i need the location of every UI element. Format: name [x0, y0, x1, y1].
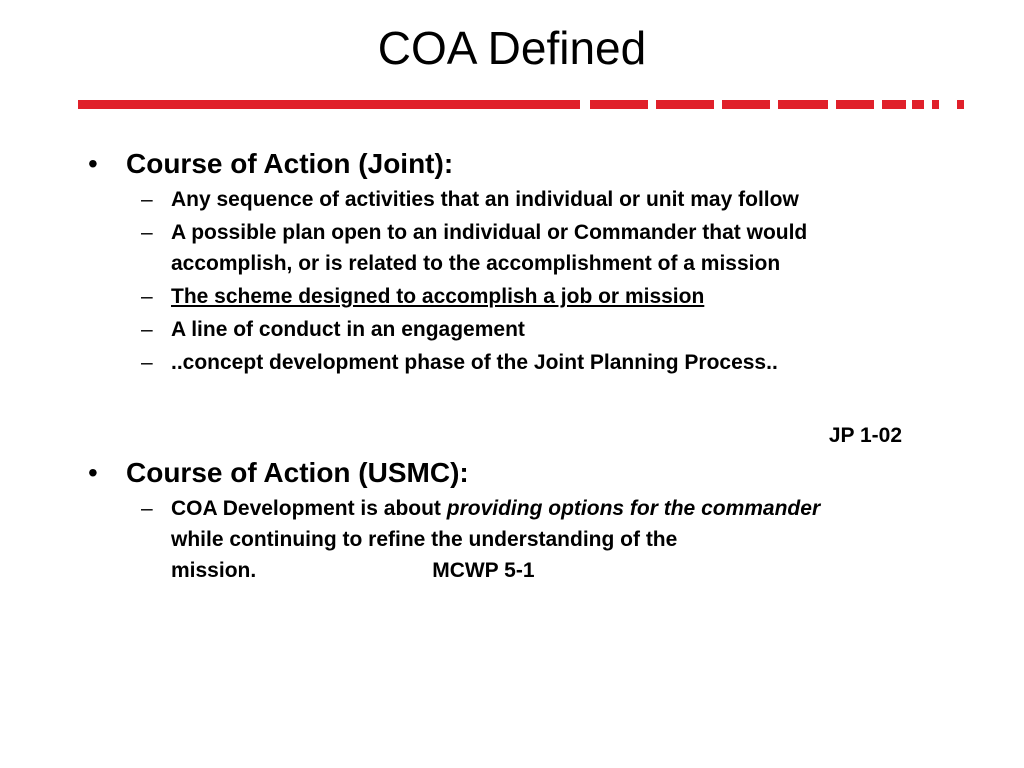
dash-mark: –	[141, 285, 153, 308]
definition-text-part: COA Development is about	[171, 497, 447, 520]
divider-segment	[590, 100, 648, 109]
dash-mark: –	[141, 351, 153, 374]
slide-body	[88, 144, 968, 586]
definition-text: The scheme designed to accomplish a job or mission	[171, 285, 705, 308]
reference-citation: MCWP 5-1	[432, 559, 535, 582]
section-heading-joint	[88, 146, 968, 182]
dash-mark: –	[141, 188, 153, 211]
definition-item	[88, 493, 831, 586]
definition-item	[88, 217, 831, 279]
definition-text: A line of conduct in an engagement	[171, 318, 525, 341]
divider-segment	[912, 100, 924, 109]
definition-item-underlined	[88, 281, 941, 312]
definition-item	[88, 184, 941, 215]
dash-mark: –	[141, 221, 153, 244]
definition-item	[88, 347, 941, 378]
divider-segment	[836, 100, 874, 109]
title-divider	[0, 0, 1024, 120]
definition-item	[88, 314, 941, 345]
section-heading-text: Course of Action (Joint):	[126, 148, 454, 179]
divider-segment	[78, 100, 580, 109]
section-heading-text: Course of Action (USMC):	[126, 457, 469, 488]
divider-segment	[656, 100, 714, 109]
definition-text: A possible plan open to an individual or Commander that would accomplish, or is related to the accomplishment of a mission	[171, 221, 808, 275]
divider-segment	[957, 100, 964, 109]
emphasis-text: providing options for the commander	[446, 497, 821, 520]
definition-text: Any sequence of activities that an individual or unit may follow	[171, 188, 799, 211]
bullet-mark: •	[88, 457, 98, 488]
source-citation: JP 1-02	[828, 424, 902, 447]
divider-segment	[882, 100, 906, 109]
dash-mark: –	[141, 318, 153, 341]
slide-title: COA Defined	[377, 22, 647, 74]
section-heading-usmc	[88, 455, 968, 491]
bullet-mark: •	[88, 148, 98, 179]
divider-segment	[932, 100, 939, 109]
definition-text: ..concept development phase of the Joint Planning Process..	[171, 351, 778, 374]
dash-mark: –	[141, 497, 153, 520]
divider-segment	[778, 100, 828, 109]
definition-text-part: while continuing to refine the understanding of the mission.	[171, 528, 678, 582]
divider-segment	[722, 100, 770, 109]
